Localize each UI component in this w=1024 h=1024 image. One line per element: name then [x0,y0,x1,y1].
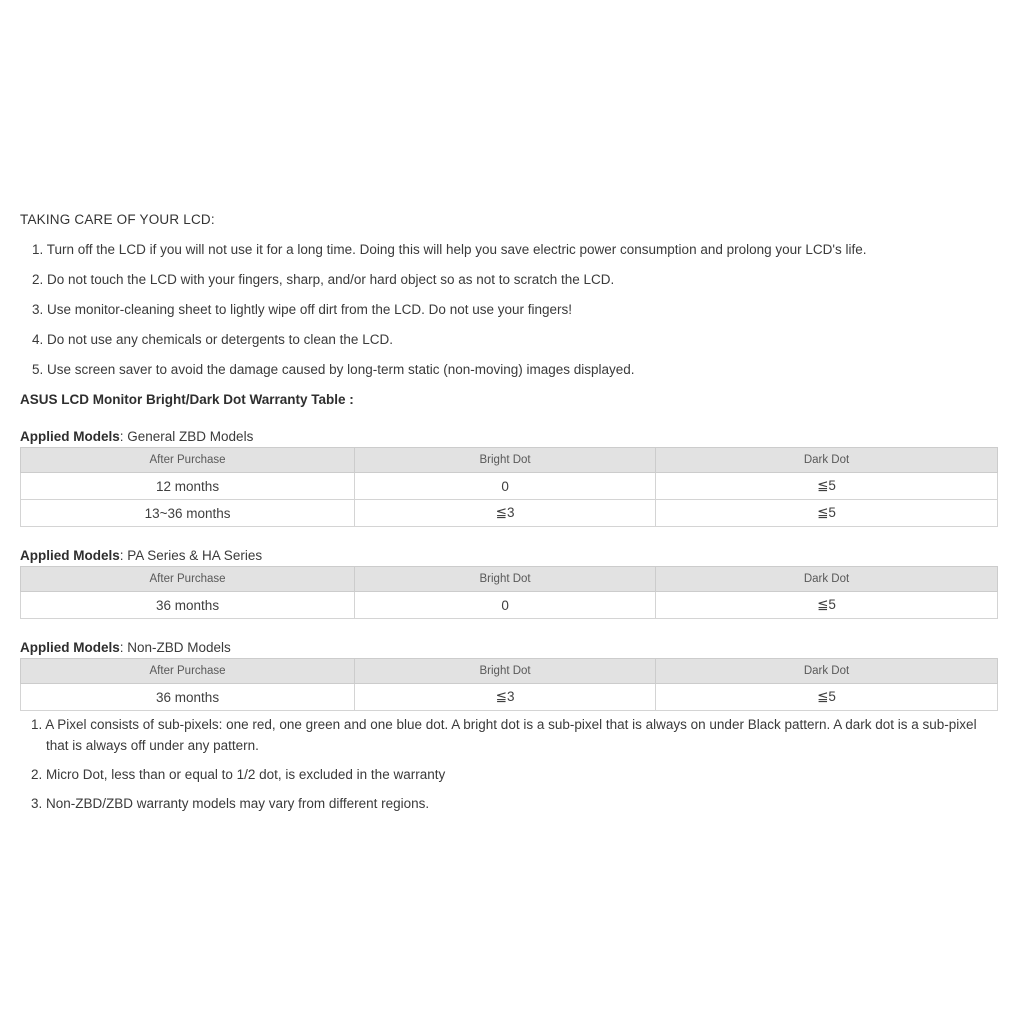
applied-models-label-rest: : Non-ZBD Models [119,640,231,655]
warranty-table-pa-ha-series [20,566,998,619]
cell-bright-dot: ≦3 [355,500,656,527]
table-header-row [21,567,998,592]
warranty-table-general-zbd [20,447,998,527]
table-header-row [21,659,998,684]
care-item-5: 5. Use screen saver to avoid the damage caused by long-term static (non-moving) images displayed. [32,362,635,377]
column-header-dark-dot: Dark Dot [656,567,998,592]
column-header-after-purchase: After Purchase [21,448,355,473]
cell-after-purchase: 36 months [21,592,355,619]
cell-after-purchase: 12 months [21,473,355,500]
care-item-1: 1. Turn off the LCD if you will not use it for a long time. Doing this will help you save electric power consumption and prolong your LCD's life. [32,242,867,257]
cell-dark-dot: ≦5 [656,592,998,619]
warranty-notes [20,714,998,814]
column-header-bright-dot: Bright Dot [355,448,656,473]
cell-bright-dot: 0 [355,592,656,619]
cell-dark-dot: ≦5 [656,500,998,527]
table-header-row [21,448,998,473]
column-header-bright-dot: Bright Dot [355,659,656,684]
applied-models-label-rest: : General ZBD Models [119,429,254,444]
applied-models-label-bold: Applied Models [20,548,120,563]
care-section-heading: TAKING CARE OF YOUR LCD: [20,212,215,227]
care-item-4: 4. Do not use any chemicals or detergents to clean the LCD. [32,332,393,347]
applied-models-label [20,429,998,445]
warranty-note-3: 3. Non-ZBD/ZBD warranty models may vary from different regions. [31,796,430,811]
column-header-dark-dot: Dark Dot [656,659,998,684]
warranty-note-2: 2. Micro Dot, less than or equal to 1/2 dot, is excluded in the warranty [31,767,446,782]
warranty-table-non-zbd [20,658,998,711]
table-row [21,684,998,711]
cell-dark-dot: ≦5 [656,473,998,500]
table-row [21,473,998,500]
warranty-table-title: ASUS LCD Monitor Bright/Dark Dot Warranty Table : [20,392,354,407]
applied-models-label [20,548,998,564]
applied-models-label-bold: Applied Models [20,640,120,655]
page-content [20,0,998,814]
cell-bright-dot: 0 [355,473,656,500]
column-header-bright-dot: Bright Dot [355,567,656,592]
care-item-2: 2. Do not touch the LCD with your fingers, sharp, and/or hard object so as not to scratch the LCD. [32,272,615,287]
cell-bright-dot: ≦3 [355,684,656,711]
warranty-note-1: 1. A Pixel consists of sub-pixels: one red, one green and one blue dot. A bright dot is a sub-pixel that is always on under Black pattern. A dark dot is a sub-pixel that is always off under any pattern. [31,717,977,753]
warranty-section-general-zbd [20,429,998,527]
applied-models-label-rest: : PA Series & HA Series [119,548,263,563]
column-header-dark-dot: Dark Dot [656,448,998,473]
cell-after-purchase: 13~36 months [21,500,355,527]
table-row [21,592,998,619]
applied-models-label [20,640,998,656]
column-header-after-purchase: After Purchase [21,567,355,592]
table-row [21,500,998,527]
care-item-3: 3. Use monitor-cleaning sheet to lightly wipe off dirt from the LCD. Do not use your fingers! [32,302,573,317]
warranty-section-pa-ha-series [20,548,998,619]
warranty-section-non-zbd [20,640,998,711]
cell-dark-dot: ≦5 [656,684,998,711]
column-header-after-purchase: After Purchase [21,659,355,684]
cell-after-purchase: 36 months [21,684,355,711]
applied-models-label-bold: Applied Models [20,429,120,444]
